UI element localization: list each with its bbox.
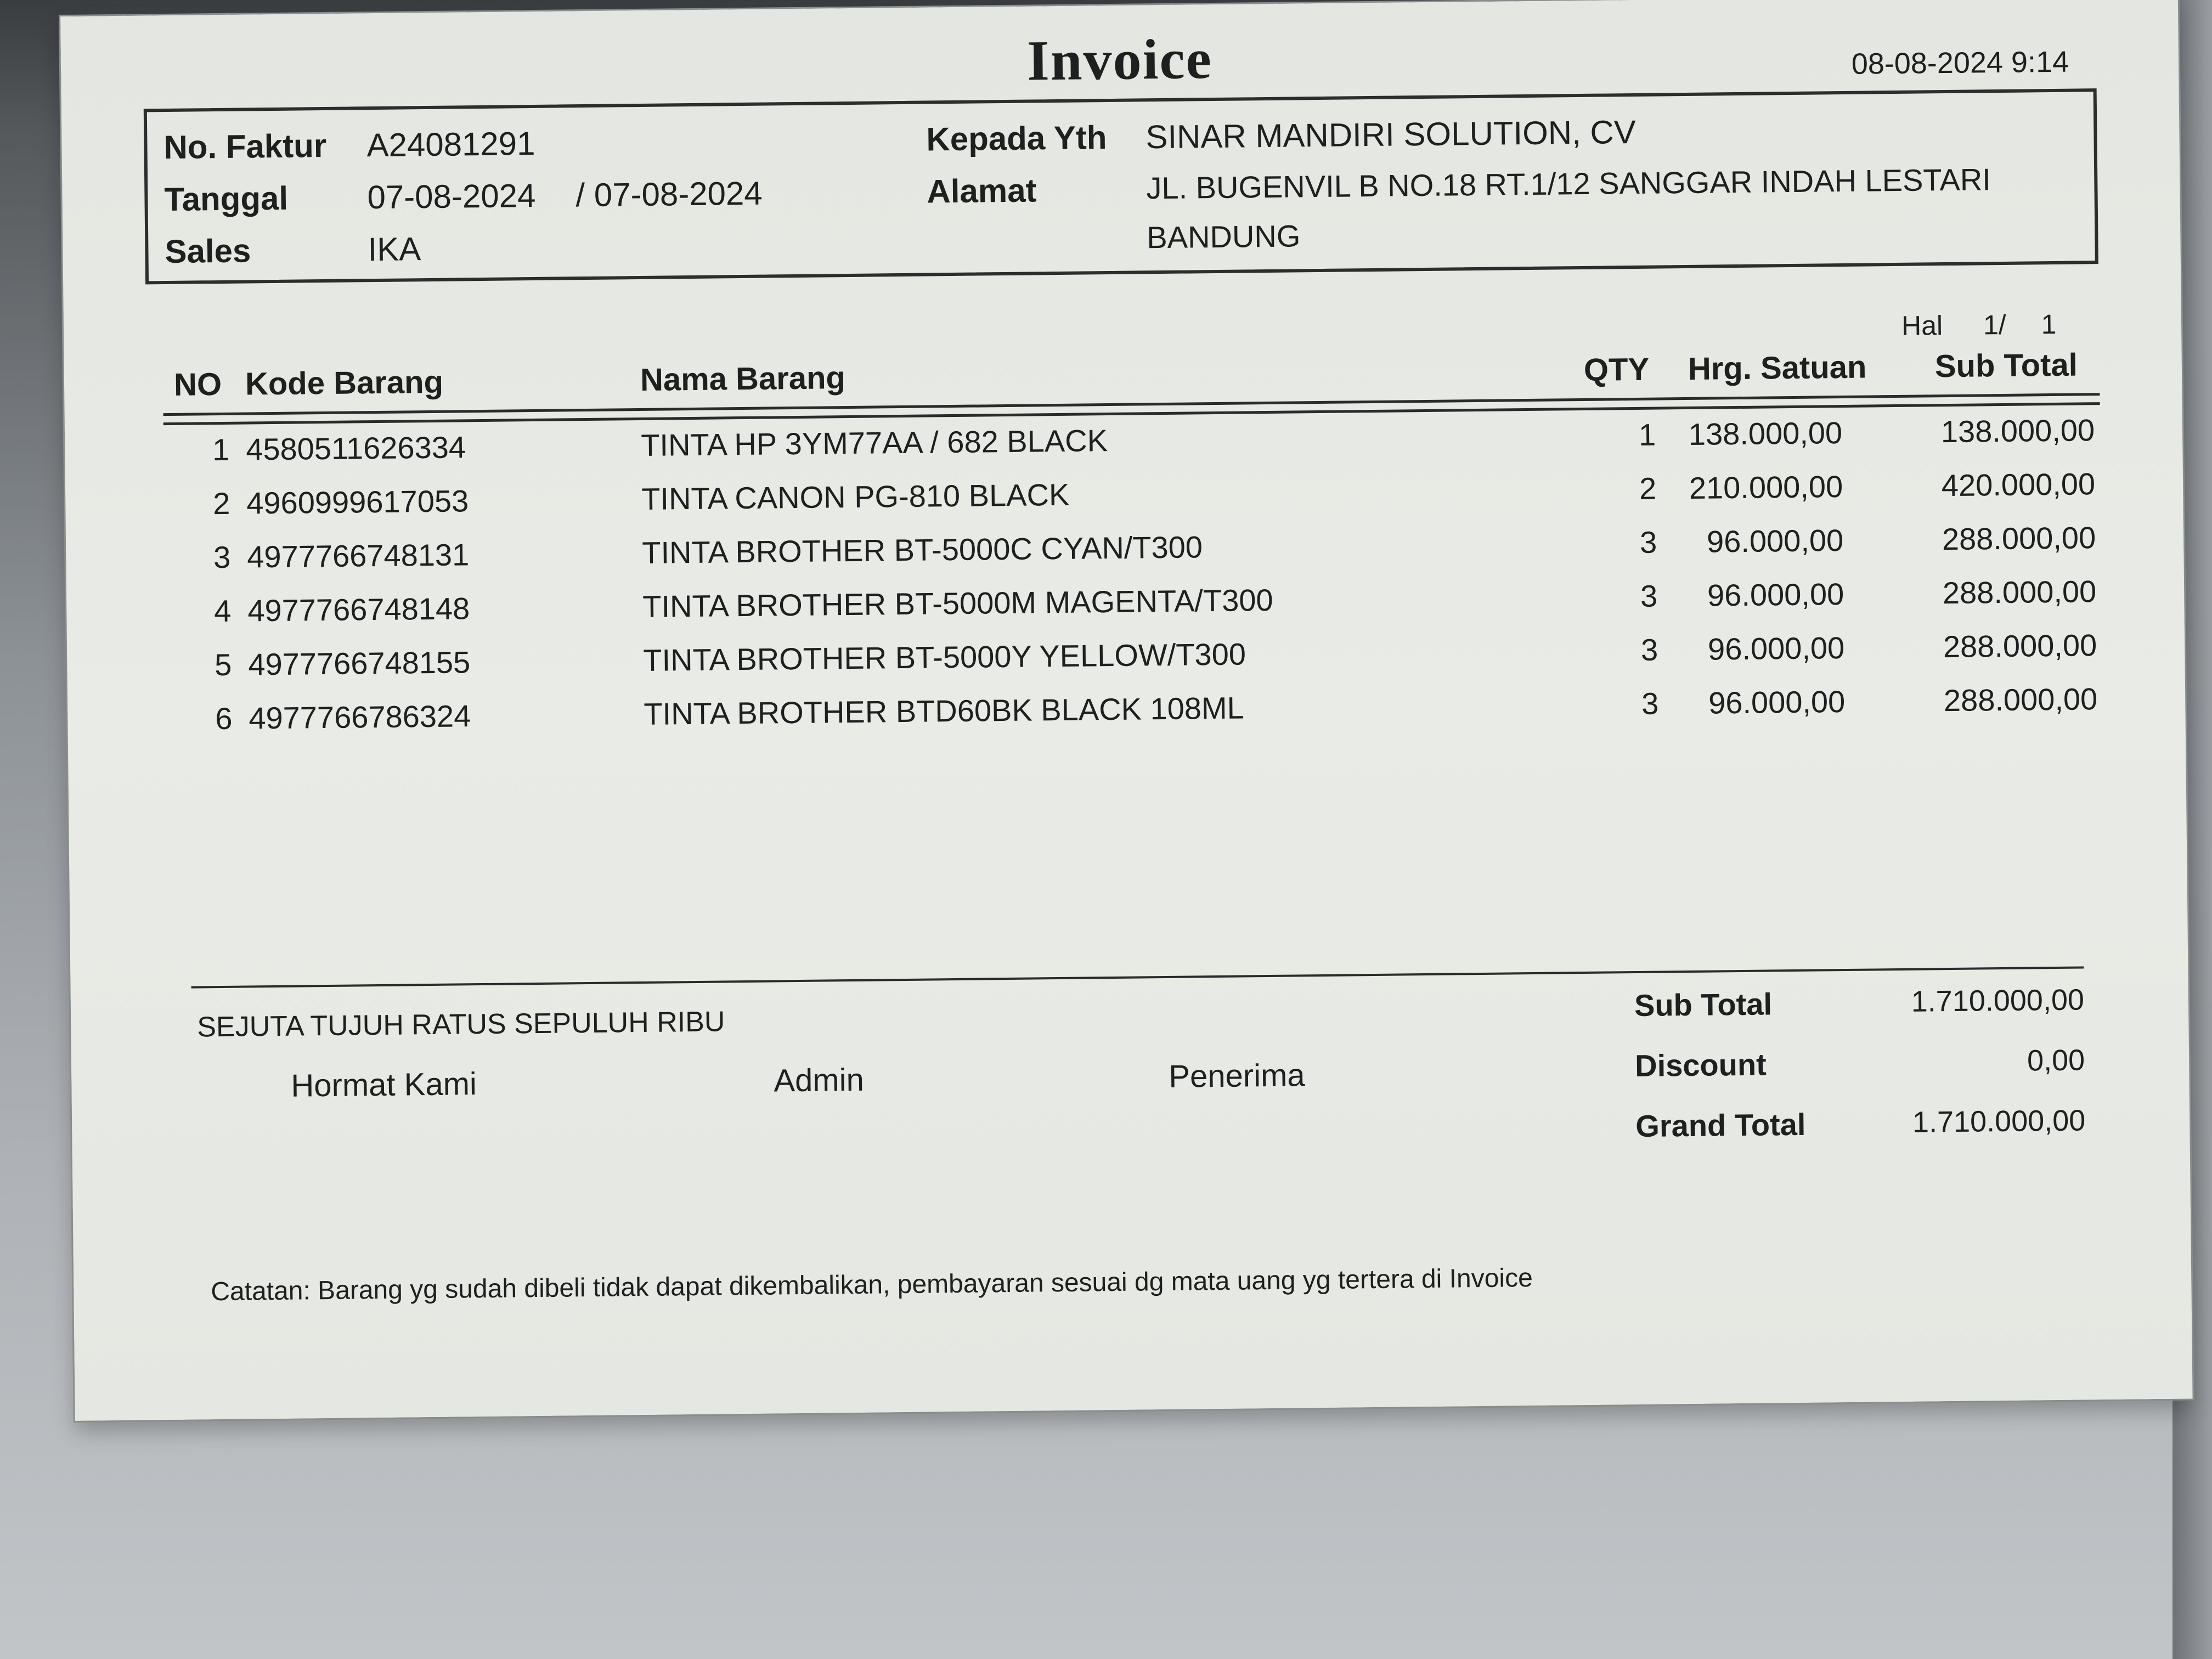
- discount-label: Discount: [1634, 1047, 1767, 1084]
- cell-subtotal: 288.000,00: [1943, 681, 2098, 718]
- page-total: 1: [2041, 308, 2057, 340]
- cell-nama: TINTA BROTHER BT-5000Y YELLOW/T300: [643, 636, 1246, 678]
- col-header-qty: QTY: [1583, 351, 1650, 388]
- no-faktur-label: No. Faktur: [163, 127, 327, 166]
- kepada-value: SINAR MANDIRI SOLUTION, CV: [1146, 113, 1637, 156]
- cell-harga: 138.000,00: [1688, 415, 1843, 452]
- cell-qty: 2: [1639, 471, 1657, 506]
- col-header-no: NO: [173, 366, 222, 403]
- invoice-document: [60, 0, 2193, 1421]
- cell-subtotal: 288.000,00: [1942, 520, 2096, 557]
- tanggal-label: Tanggal: [164, 179, 289, 218]
- alamat-label: Alamat: [927, 172, 1037, 210]
- cell-harga: 96.000,00: [1708, 684, 1846, 720]
- sales-label: Sales: [165, 232, 251, 270]
- cell-no: 4: [213, 593, 232, 629]
- page-info: [1901, 308, 2057, 342]
- cell-no: 1: [212, 432, 230, 467]
- cell-harga: 96.000,00: [1707, 577, 1844, 613]
- col-header-harga: Hrg. Satuan: [1688, 349, 1867, 387]
- invoice-header-box: [144, 88, 2098, 284]
- signature-hormat-kami: Hormat Kami: [291, 1066, 477, 1104]
- col-header-kode: Kode Barang: [245, 364, 444, 402]
- cell-qty: 3: [1639, 524, 1657, 560]
- cell-qty: 1: [1638, 417, 1656, 452]
- cell-kode: 4960999617053: [246, 483, 469, 521]
- print-datetime: 08-08-2024 9:14: [1851, 45, 2069, 81]
- signature-admin: Admin: [774, 1062, 865, 1099]
- sales-value: IKA: [368, 230, 421, 268]
- signature-penerima: Penerima: [1169, 1057, 1305, 1094]
- cell-nama: TINTA BROTHER BT-5000M MAGENTA/T300: [642, 582, 1273, 624]
- cell-qty: 3: [1640, 578, 1658, 613]
- cell-subtotal: 288.000,00: [1942, 574, 2097, 611]
- cell-no: 6: [215, 701, 233, 736]
- cell-kode: 4977766786324: [249, 698, 471, 736]
- cell-nama: TINTA CANON PG-810 BLACK: [641, 477, 1070, 516]
- invoice-note: Catatan: Barang yg sudah dibeli tidak dapat dikembalikan, pembayaran sesuai dg mata uang yg tertera di Invoice: [211, 1263, 1533, 1307]
- alamat-line2: BANDUNG: [1146, 218, 1301, 255]
- cell-harga: 210.000,00: [1689, 469, 1843, 505]
- cell-kode: 4977766748148: [247, 591, 470, 628]
- cell-harga: 96.000,00: [1706, 523, 1844, 559]
- page-current: 1/: [1983, 309, 2007, 341]
- tanggal-value-2: / 07-08-2024: [575, 174, 763, 214]
- tanggal-value: 07-08-2024: [367, 177, 536, 216]
- cell-no: 3: [213, 539, 231, 575]
- footer-rule: [191, 966, 2084, 988]
- cell-nama: TINTA BROTHER BTD60BK BLACK 108ML: [644, 690, 1245, 731]
- subtotal-value: 1.710.000,00: [1911, 983, 2085, 1018]
- cell-no: 2: [212, 486, 230, 521]
- cell-nama: TINTA HP 3YM77AA / 682 BLACK: [640, 423, 1108, 462]
- col-header-nama: Nama Barang: [640, 360, 846, 398]
- discount-value: 0,00: [2027, 1043, 2085, 1077]
- cell-kode: 4580511626334: [245, 430, 466, 467]
- cell-subtotal: 288.000,00: [1943, 628, 2097, 664]
- cell-nama: TINTA BROTHER BT-5000C CYAN/T300: [641, 529, 1203, 570]
- subtotal-label: Sub Total: [1634, 986, 1773, 1023]
- cell-qty: 3: [1641, 686, 1659, 721]
- cell-subtotal: 420.000,00: [1941, 466, 2096, 503]
- cell-harga: 96.000,00: [1707, 630, 1845, 667]
- page-label: Hal: [1901, 310, 1943, 341]
- cell-no: 5: [214, 647, 232, 682]
- col-header-subtotal: Sub Total: [1934, 347, 2078, 385]
- kepada-label: Kepada Yth: [926, 119, 1107, 158]
- alamat-line1: JL. BUGENVIL B NO.18 RT.1/12 SANGGAR INDAH LESTARI: [1146, 162, 1991, 206]
- grand-total-value: 1.710.000,00: [1912, 1104, 2086, 1139]
- terbilang-text: SEJUTA TUJUH RATUS SEPULUH RIBU: [197, 1006, 725, 1043]
- cell-kode: 4977766748155: [248, 645, 471, 682]
- cell-subtotal: 138.000,00: [1940, 413, 2095, 449]
- cell-kode: 4977766748131: [247, 537, 470, 574]
- grand-total-label: Grand Total: [1635, 1107, 1806, 1144]
- no-faktur-value: A24081291: [366, 125, 535, 164]
- cell-qty: 3: [1640, 632, 1658, 667]
- invoice-title: Invoice: [1026, 27, 1213, 93]
